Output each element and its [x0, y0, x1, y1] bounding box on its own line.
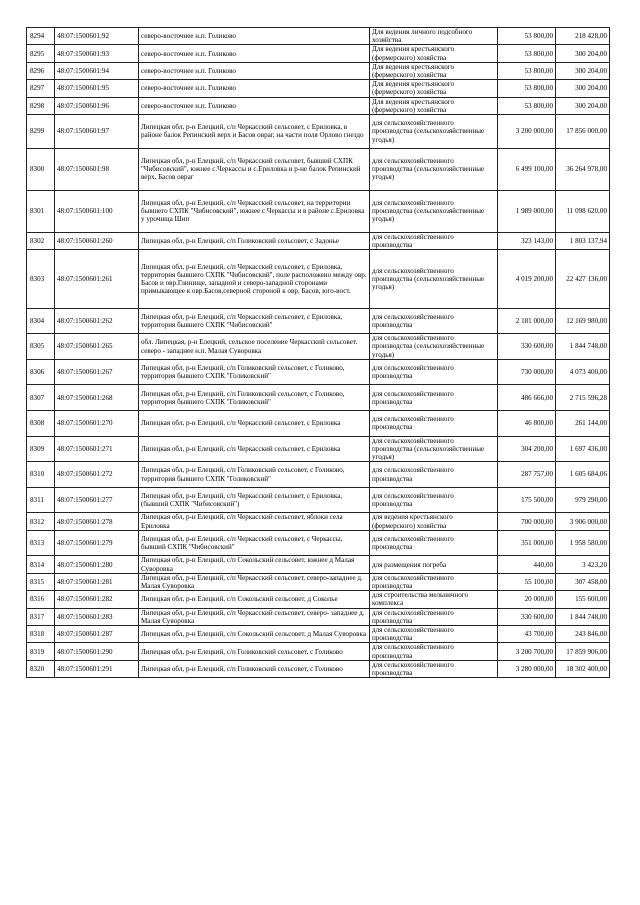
location: Липецкая обл, р-н Елецкий, с/п Черкасский сельсовет, с Черкассы, бывший СХПК "Чибисовский" [139, 530, 370, 556]
row-number: 8300 [27, 148, 55, 190]
area: 55 100,00 [498, 573, 556, 590]
permitted-use: для сельскохозяйственного производства [370, 232, 498, 249]
cadastral-number: 48:07:1500601:95 [55, 80, 139, 97]
location: северо-восточнее н.п. Голиково [139, 80, 370, 97]
permitted-use: для сельскохозяйственного производства (сельскохозяйственные угодья) [370, 148, 498, 190]
area: 2 181 000,00 [498, 308, 556, 334]
area: 3 200 000,00 [498, 115, 556, 149]
permitted-use: Для ведения крестьянского (фермерского) хозяйства [370, 80, 498, 97]
area: 486 666,00 [498, 385, 556, 411]
area: 46 800,00 [498, 411, 556, 437]
area: 6 499 100,00 [498, 148, 556, 190]
row-number: 8294 [27, 28, 55, 45]
row-number: 8310 [27, 462, 55, 488]
location: Липецкая обл, р-н Елецкий, с/п Черкасский сельсовет, яблоки села Ериловка [139, 513, 370, 530]
table-row [27, 573, 610, 590]
permitted-use: для сельскохозяйственного производства [370, 573, 498, 590]
table-row [27, 487, 610, 513]
row-number: 8301 [27, 190, 55, 232]
area: 53 800,00 [498, 97, 556, 114]
permitted-use: для сельскохозяйственного производства [370, 411, 498, 437]
table-row [27, 462, 610, 488]
row-number: 8296 [27, 62, 55, 79]
area: 20 000,00 [498, 591, 556, 608]
row-number: 8316 [27, 591, 55, 608]
area: 330 600,00 [498, 608, 556, 625]
cadastral-value: 300 204,00 [556, 97, 610, 114]
row-number: 8308 [27, 411, 55, 437]
table-row [27, 591, 610, 608]
cadastral-number: 48:07:1500601:279 [55, 530, 139, 556]
cadastral-number: 48:07:1500601:261 [55, 250, 139, 308]
cadastral-number: 48:07:1500601:270 [55, 411, 139, 437]
cadastral-value: 3 906 000,00 [556, 513, 610, 530]
permitted-use: для сельскохозяйственного производства (сельскохозяйственные угодья) [370, 250, 498, 308]
cadastral-value: 1 958 580,00 [556, 530, 610, 556]
cadastral-number: 48:07:1500601:272 [55, 462, 139, 488]
cadastral-number: 48:07:1500601:96 [55, 97, 139, 114]
area: 440,00 [498, 556, 556, 573]
location: Липецкая обл, р-н Елецкий, с/п Черкасский сельсовет, с Ериловка [139, 436, 370, 462]
permitted-use: для сельскохозяйственного производства (сельскохозяйственные угодья) [370, 190, 498, 232]
permitted-use: для сельскохозяйственного производства (сельскохозяйственные угодья) [370, 436, 498, 462]
cadastral-value: 1 605 684,06 [556, 462, 610, 488]
location: Липецкая обл, р-н Елецкий, с/п Голиковский сельсовет, с Задонье [139, 232, 370, 249]
table-row [27, 556, 610, 573]
table-body [27, 28, 610, 678]
table-row [27, 115, 610, 149]
row-number: 8315 [27, 573, 55, 590]
table-row [27, 513, 610, 530]
area: 175 500,00 [498, 487, 556, 513]
row-number: 8303 [27, 250, 55, 308]
area: 53 800,00 [498, 28, 556, 45]
cadastral-value: 1 697 436,00 [556, 436, 610, 462]
row-number: 8306 [27, 359, 55, 385]
permitted-use: Для ведения крестьянского (фермерского) хозяйства [370, 45, 498, 62]
cadastral-number: 48:07:1500601:271 [55, 436, 139, 462]
cadastral-value: 4 073 400,00 [556, 359, 610, 385]
row-number: 8317 [27, 608, 55, 625]
area: 730 000,00 [498, 359, 556, 385]
table-row [27, 45, 610, 62]
permitted-use: для сельскохозяйственного производства [370, 385, 498, 411]
cadastral-number: 48:07:1500601:100 [55, 190, 139, 232]
location: Липецкая обл, р-н Елецкий, с/п Сокольский сельсовет, д Малая Суворовка [139, 626, 370, 643]
document-page [26, 27, 609, 678]
cadastral-value: 17 856 000,00 [556, 115, 610, 149]
area: 323 143,00 [498, 232, 556, 249]
row-number: 8298 [27, 97, 55, 114]
area: 351 000,00 [498, 530, 556, 556]
location: обл. Липецкая, р-н Елецкий, сельское поселение Черкасский сельсовет. северо - западнее н.п. Малая Суворовка [139, 334, 370, 360]
cadastral-number: 48:07:1500601:283 [55, 608, 139, 625]
location: Липецкая обл, р-н Елецкий, с/п Голиковский сельсовет, с Голиково, территория бывшего СХПК "Голиковский" [139, 385, 370, 411]
table-row [27, 28, 610, 45]
location: Липецкая обл, р-н Елецкий, с/п Сокольский сельсовет, д Сокольe [139, 591, 370, 608]
area: 4 019 200,00 [498, 250, 556, 308]
area: 700 000,00 [498, 513, 556, 530]
cadastral-number: 48:07:1500601:92 [55, 28, 139, 45]
cadastral-number: 48:07:1500601:278 [55, 513, 139, 530]
permitted-use: для ведения крестьянского (фермерского) хозяйства [370, 513, 498, 530]
area: 43 700,00 [498, 626, 556, 643]
cadastral-number: 48:07:1500601:282 [55, 591, 139, 608]
location: северо-восточнее н.п. Голиково [139, 97, 370, 114]
permitted-use: для сельскохозяйственного производства [370, 462, 498, 488]
cadastral-value: 3 423,20 [556, 556, 610, 573]
row-number: 8297 [27, 80, 55, 97]
cadastral-number: 48:07:1500601:291 [55, 660, 139, 677]
row-number: 8299 [27, 115, 55, 149]
table-row [27, 148, 610, 190]
cadastral-value: 2 715 596,28 [556, 385, 610, 411]
cadastral-value: 11 098 620,00 [556, 190, 610, 232]
table-row [27, 643, 610, 660]
cadastral-number: 48:07:1500601:98 [55, 148, 139, 190]
permitted-use: для сельскохозяйственного производства [370, 530, 498, 556]
area: 287 757,00 [498, 462, 556, 488]
cadastral-number: 48:07:1500601:277 [55, 487, 139, 513]
location: Липецкая обл, р-н Елецкий, с/п Голиковский сельсовет, с Голиково, территория бывшего СХПК "Голиковский" [139, 359, 370, 385]
row-number: 8302 [27, 232, 55, 249]
row-number: 8319 [27, 643, 55, 660]
cadastral-value: 1 844 748,00 [556, 608, 610, 625]
cadastral-value: 17 859 906,00 [556, 643, 610, 660]
permitted-use: Для ведения крестьянского (фермерского) хозяйства [370, 97, 498, 114]
table-row [27, 308, 610, 334]
location: Липецкая обл, р-н Елецкий, с/п Черкасский сельсовет, с Ериловка, (бывший СХПК "Чибисовский") [139, 487, 370, 513]
location: Липецкая обл, р-н Елецкий, с/п Черкасский сельсовет, с Ериловка, территория бывшего СХПК "Чибисовский", поле расположено между овр. Басов и овр.Глинище, западной и северо-западной сторонами примыкающее к овр.Басов,северной стороной к овр. Басов, юго-вост. [139, 250, 370, 308]
location: Липецкая обл, р-н Елецкий, с/п Сокольский сельсовет, южнее д Малая Суворовка [139, 556, 370, 573]
table-row [27, 190, 610, 232]
cadastral-value: 261 144,00 [556, 411, 610, 437]
row-number: 8312 [27, 513, 55, 530]
table-row [27, 250, 610, 308]
area: 3 200 700,00 [498, 643, 556, 660]
permitted-use: Для ведения крестьянского (фермерского) хозяйства [370, 62, 498, 79]
cadastral-value: 22 427 136,00 [556, 250, 610, 308]
cadastral-value: 243 846,00 [556, 626, 610, 643]
cadastral-number: 48:07:1500601:281 [55, 573, 139, 590]
cadastral-number: 48:07:1500601:280 [55, 556, 139, 573]
land-plots-table [26, 27, 610, 678]
area: 3 280 000,00 [498, 660, 556, 677]
cadastral-number: 48:07:1500601:94 [55, 62, 139, 79]
table-row [27, 62, 610, 79]
area: 1 989 000,00 [498, 190, 556, 232]
location: Липецкая обл, р-н Елецкий, с/п Черкасский сельсовет, на территории бывшего СХПК "Чибисовский", южнее с.Черкассы и в районе с.Ериловка у урочища Шип [139, 190, 370, 232]
cadastral-number: 48:07:1500601:97 [55, 115, 139, 149]
permitted-use: для сельскохозяйственного производства [370, 359, 498, 385]
permitted-use: для сельскохозяйственного производства (сельскохозяйственные угодья) [370, 334, 498, 360]
table-row [27, 411, 610, 437]
location: северо-восточнее н.п. Голиково [139, 62, 370, 79]
table-row [27, 385, 610, 411]
cadastral-number: 48:07:1500601:93 [55, 45, 139, 62]
row-number: 8314 [27, 556, 55, 573]
location: Липецкая обл, р-н Елецкий, с/п Черкасский сельсовет, с Ериловка, территория бывшего СХПК "Чибисовский" [139, 308, 370, 334]
table-row [27, 530, 610, 556]
table-row [27, 359, 610, 385]
table-row [27, 97, 610, 114]
table-row [27, 660, 610, 677]
cadastral-value: 300 204,00 [556, 45, 610, 62]
cadastral-value: 12 169 980,00 [556, 308, 610, 334]
cadastral-value: 300 204,00 [556, 62, 610, 79]
cadastral-number: 48:07:1500601:290 [55, 643, 139, 660]
permitted-use: для размещения погреба [370, 556, 498, 573]
cadastral-value: 979 290,00 [556, 487, 610, 513]
row-number: 8313 [27, 530, 55, 556]
row-number: 8307 [27, 385, 55, 411]
cadastral-value: 1 803 137,94 [556, 232, 610, 249]
row-number: 8305 [27, 334, 55, 360]
permitted-use: для сельскохозяйственного производства [370, 660, 498, 677]
location: Липецкая обл, р-н Елецкий, с/п Черкасский сельсовет, северо-западнее д. Малая Суворовка [139, 573, 370, 590]
permitted-use: для сельскохозяйственного производства [370, 608, 498, 625]
location: Липецкая обл, р-н Елецкий, с/п Голиковский сельсовет, с Голиково [139, 660, 370, 677]
location: Липецкая обл, р-н Елецкий, с/п Голиковский сельсовет, с Голиково, территория бывшего СХПК "Голиковский" [139, 462, 370, 488]
location: северо-восточнее н.п. Голиково [139, 28, 370, 45]
cadastral-number: 48:07:1500601:260 [55, 232, 139, 249]
location: Липецкая обл, р-н Елецкий, с/п Черкасский сельсовет, с Ериловка [139, 411, 370, 437]
location: Липецкая обл, р-н Елецкий, с/п Черкасский сельсовет, бывший СХПК "Чибисовский", южнее с.Черкассы и с.Ериловка и р-не балок Репинский верх, Басов овраг [139, 148, 370, 190]
permitted-use: для строительства мельничного комплекса [370, 591, 498, 608]
cadastral-value: 36 264 978,00 [556, 148, 610, 190]
permitted-use: для сельскохозяйственного производства [370, 626, 498, 643]
cadastral-number: 48:07:1500601:287 [55, 626, 139, 643]
permitted-use: для сельскохозяйственного производства [370, 487, 498, 513]
location: Липецкая обл, р-н Елецкий, с/п Голиковский сельсовет, с Голиково [139, 643, 370, 660]
row-number: 8295 [27, 45, 55, 62]
table-row [27, 608, 610, 625]
cadastral-number: 48:07:1500601:262 [55, 308, 139, 334]
permitted-use: для сельскохозяйственного производства (сельскохозяйственные угодья) [370, 115, 498, 149]
cadastral-number: 48:07:1500601:268 [55, 385, 139, 411]
permitted-use: для сельскохозяйственного производства [370, 308, 498, 334]
cadastral-value: 1 844 748,00 [556, 334, 610, 360]
location: северо-восточнее н.п. Голиково [139, 45, 370, 62]
row-number: 8311 [27, 487, 55, 513]
area: 304 200,00 [498, 436, 556, 462]
area: 53 800,00 [498, 62, 556, 79]
location: Липецкая обл, р-н Елецкий, с/п Черкасский сельсовет, северо- западнее д. Малая Суворовка [139, 608, 370, 625]
cadastral-value: 18 302 400,00 [556, 660, 610, 677]
row-number: 8304 [27, 308, 55, 334]
row-number: 8320 [27, 660, 55, 677]
cadastral-number: 48:07:1500601:267 [55, 359, 139, 385]
table-row [27, 626, 610, 643]
permitted-use: для сельскохозяйственного производства [370, 643, 498, 660]
location: Липецкая обл, р-н Елецкий, с/п Черкасский сельсовет, с Ериловка, в районе балок Репинский верх и Басов овраг, на части поля Орлово гнездо [139, 115, 370, 149]
row-number: 8318 [27, 626, 55, 643]
permitted-use: Для ведения личного подсобного хозяйства [370, 28, 498, 45]
table-row [27, 436, 610, 462]
cadastral-value: 300 204,00 [556, 80, 610, 97]
cadastral-number: 48:07:1500601:265 [55, 334, 139, 360]
cadastral-value: 307 458,00 [556, 573, 610, 590]
cadastral-value: 218 428,00 [556, 28, 610, 45]
row-number: 8309 [27, 436, 55, 462]
area: 53 800,00 [498, 45, 556, 62]
table-row [27, 232, 610, 249]
table-row [27, 80, 610, 97]
cadastral-value: 155 600,00 [556, 591, 610, 608]
area: 53 800,00 [498, 80, 556, 97]
table-row [27, 334, 610, 360]
area: 330 600,00 [498, 334, 556, 360]
